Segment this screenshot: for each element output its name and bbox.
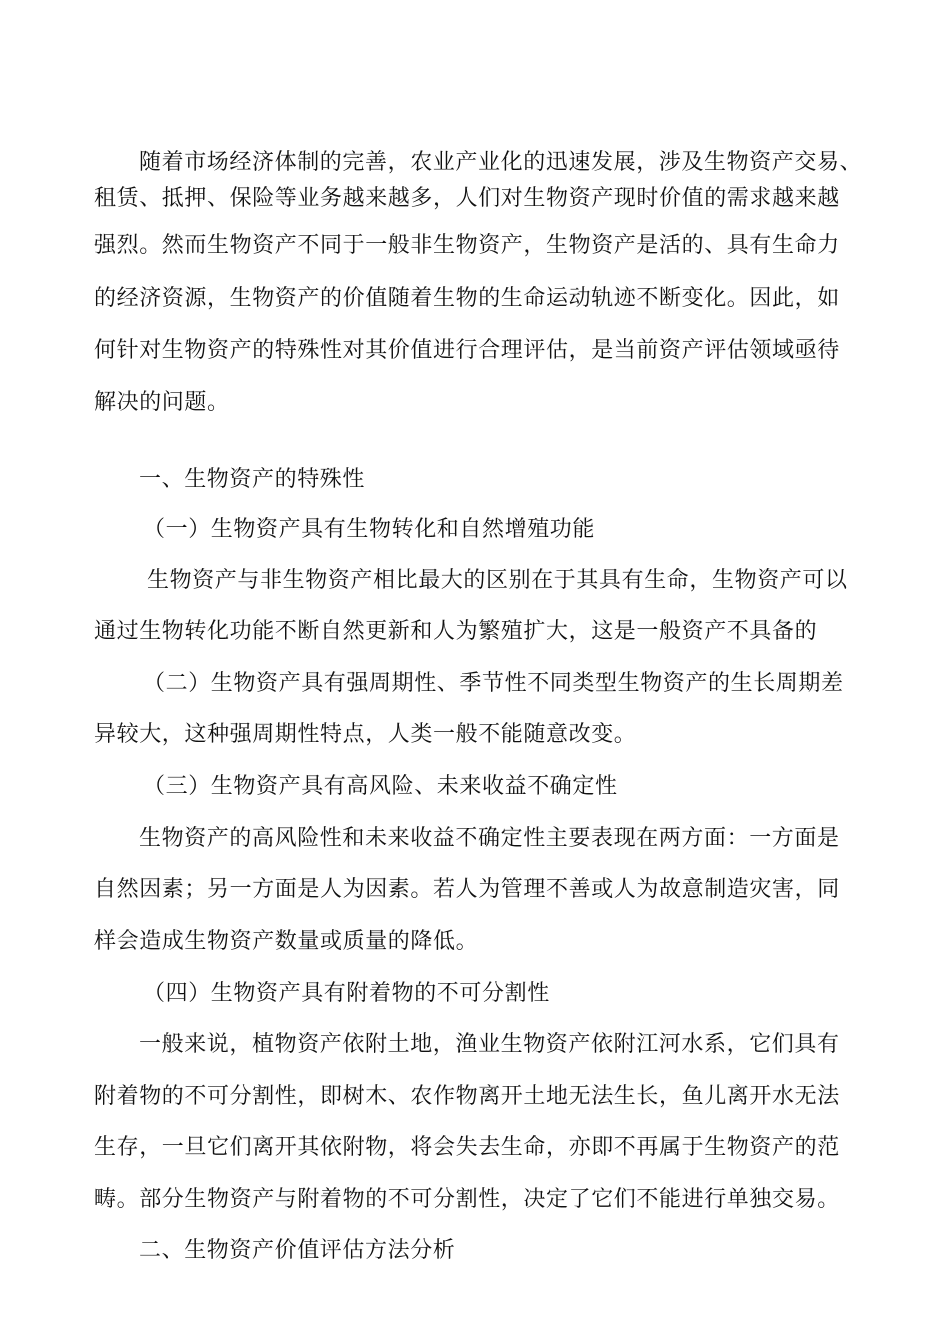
body-text-line: 租赁、抵押、保险等业务越来越多，人们对生物资产现时价值的需求越来越 <box>94 186 840 211</box>
body-text-line: 生物资产的高风险性和未来收益不确定性主要表现在两方面：一方面是 <box>139 826 840 851</box>
subsection-heading: （四）生物资产具有附着物的不可分割性 <box>143 981 550 1006</box>
body-text-line: 自然因素；另一方面是人为因素。若人为管理不善或人为故意制造灾害，同 <box>94 877 840 902</box>
body-text-line: 畴。部分生物资产与附着物的不可分割性，决定了它们不能进行单独交易。 <box>94 1187 840 1212</box>
body-text-line: 样会造成生物资产数量或质量的降低。 <box>94 929 479 954</box>
body-text-line: 解决的问题。 <box>94 390 230 415</box>
body-text-line: 通过生物转化功能不断自然更新和人为繁殖扩大，这是一般资产不具备的 <box>94 619 818 644</box>
body-text-line: 异较大，这种强周期性特点，人类一般不能随意改变。 <box>94 722 637 747</box>
body-text-line: 随着市场经济体制的完善，农业产业化的迅速发展，涉及生物资产交易、 <box>139 150 863 175</box>
subsection-heading: （一）生物资产具有生物转化和自然增殖功能 <box>143 517 596 542</box>
body-text-line: 一般来说，植物资产依附土地，渔业生物资产依附江河水系，它们具有 <box>139 1032 840 1057</box>
body-text-line: 何针对生物资产的特殊性对其价值进行合理评估，是当前资产评估领域亟待 <box>94 338 840 363</box>
section-heading: 一、生物资产的特殊性 <box>139 467 366 492</box>
body-text-line: 强烈。然而生物资产不同于一般非生物资产，生物资产是活的、具有生命力 <box>94 233 840 258</box>
body-text-line: 生存，一旦它们离开其依附物，将会失去生命，亦即不再属于生物资产的范 <box>94 1135 840 1160</box>
body-text-line: 的经济资源，生物资产的价值随着生物的生命运动轨迹不断变化。因此，如 <box>94 286 840 311</box>
subsection-heading: （二）生物资产具有强周期性、季节性不同类型生物资产的生长周期差 <box>143 671 844 696</box>
subsection-heading: （三）生物资产具有高风险、未来收益不确定性 <box>143 774 618 799</box>
body-text-line: 生物资产与非生物资产相比最大的区别在于其具有生命，生物资产可以 <box>147 568 848 593</box>
body-text-line: 附着物的不可分割性，即树木、农作物离开土地无法生长，鱼儿离开水无法 <box>94 1084 840 1109</box>
section-heading: 二、生物资产价值评估方法分析 <box>139 1238 456 1263</box>
